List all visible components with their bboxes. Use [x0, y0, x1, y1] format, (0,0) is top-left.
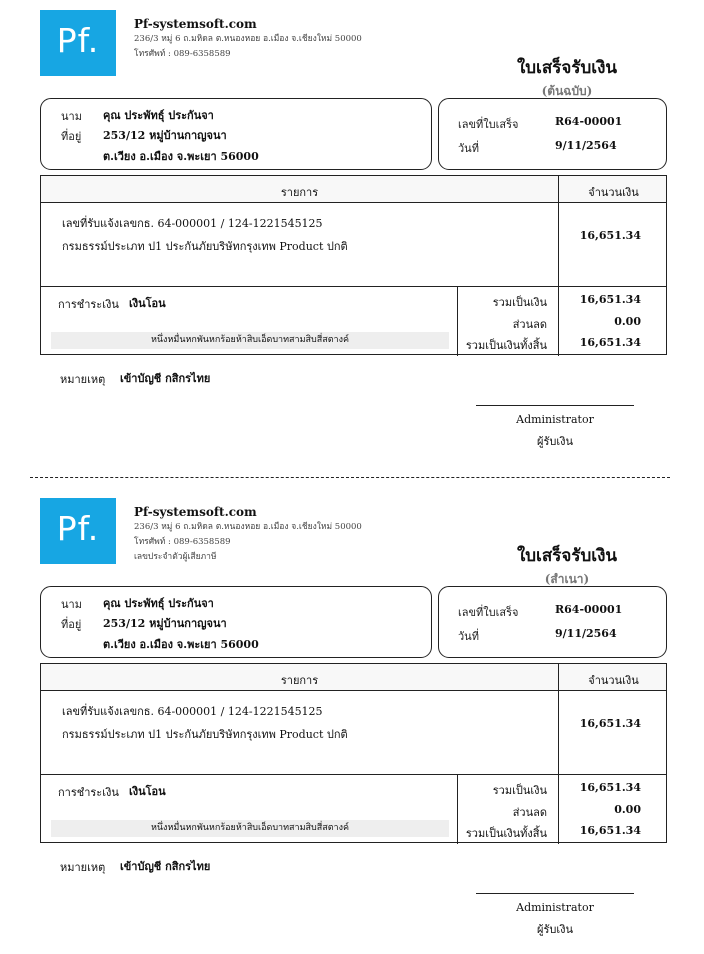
- payment-label: การชำระเงิน: [58, 298, 119, 311]
- customer-name-label: นาม: [61, 598, 82, 611]
- item-amount: 16,651.34: [579, 229, 641, 242]
- signature-role: ผู้รับเงิน: [537, 923, 573, 936]
- subtotal-value: 16,651.34: [579, 781, 641, 794]
- signature-name: Administrator: [516, 901, 594, 914]
- remark-value: เข้าบัญชี กสิกรไทย: [120, 372, 211, 385]
- subtotal-value: 16,651.34: [579, 293, 641, 306]
- remark-label: หมายเหตุ: [60, 373, 106, 386]
- payment-method: เงินโอน: [129, 297, 166, 310]
- grand-total-label: รวมเป็นเงินทั้งสิ้น: [465, 827, 547, 840]
- customer-box: [40, 98, 432, 170]
- receipt-date-label: วันที่: [458, 142, 479, 155]
- discount-label: ส่วนลด: [512, 806, 547, 819]
- company-logo: [40, 10, 116, 76]
- item-amount: 16,651.34: [579, 717, 641, 730]
- remark-label: หมายเหตุ: [60, 861, 106, 874]
- header-item: รายการ: [280, 674, 319, 687]
- grand-total-value: 16,651.34: [579, 336, 641, 349]
- company-phone: โทรศัพท์ : 089-6358589: [134, 537, 231, 547]
- discount-value: 0.00: [614, 315, 641, 328]
- header-amount: จำนวนเงิน: [588, 186, 639, 199]
- amount-in-words: หนึ่งหมื่นหกพันหกร้อยห้าสิบเอ็ดบาทสามสิบสี่สตางค์: [51, 332, 449, 349]
- payment-method: เงินโอน: [129, 785, 166, 798]
- header-item: รายการ: [280, 186, 319, 199]
- subtotal-label: รวมเป็นเงิน: [492, 296, 547, 309]
- customer-address-line1: 253/12 หมู่บ้านกาญจนา: [103, 617, 227, 630]
- customer-address-label: ที่อยู่: [61, 618, 82, 631]
- logo-text: Pf.: [56, 509, 100, 548]
- company-address: 236/3 หมู่ 6 ถ.มหิดล ต.หนองหอย อ.เมือง จ.เชียงใหม่ 50000: [134, 34, 362, 44]
- signature-role: ผู้รับเงิน: [537, 435, 573, 448]
- company-phone: โทรศัพท์ : 089-6358589: [134, 49, 231, 59]
- amount-in-words: หนึ่งหมื่นหกพันหกร้อยห้าสิบเอ็ดบาทสามสิบสี่สตางค์: [51, 820, 449, 837]
- item-line-2: กรมธรรม์ประเภท ป1 ประกันภัยบริษัทกรุงเทพ Product ปกติ: [62, 240, 348, 253]
- receipt-copy: [0, 488, 704, 954]
- doc-title-block: [517, 542, 617, 589]
- remark-value: เข้าบัญชี กสิกรไทย: [120, 860, 211, 873]
- grand-total-label: รวมเป็นเงินทั้งสิ้น: [465, 339, 547, 352]
- discount-value: 0.00: [614, 803, 641, 816]
- item-line-2: กรมธรรม์ประเภท ป1 ประกันภัยบริษัทกรุงเทพ Product ปกติ: [62, 728, 348, 741]
- company-info: [134, 505, 362, 565]
- receipt-date-label: วันที่: [458, 630, 479, 643]
- row-divider: [41, 774, 666, 775]
- customer-box: [40, 586, 432, 658]
- item-line-1: เลขที่รับแจ้งเลขกธ. 64-000001 / 124-1221545125: [62, 705, 323, 718]
- receipt-info-box: [438, 586, 667, 658]
- receipt-no-label: เลขที่ใบเสร็จ: [458, 606, 519, 619]
- copy-label: (ต้นฉบับ): [541, 84, 593, 98]
- customer-address-label: ที่อยู่: [61, 130, 82, 143]
- row-divider: [41, 286, 666, 287]
- receipt-no: R64-00001: [555, 603, 623, 616]
- receipt-original: [0, 0, 704, 470]
- company-name: Pf-systemsoft.com: [134, 505, 257, 519]
- customer-name-label: นาม: [61, 110, 82, 123]
- payment-label: การชำระเงิน: [58, 786, 119, 799]
- company-logo: [40, 498, 116, 564]
- receipt-no: R64-00001: [555, 115, 623, 128]
- customer-address-line2: ต.เวียง อ.เมือง จ.พะเยา 56000: [103, 150, 259, 163]
- item-line-1: เลขที่รับแจ้งเลขกธ. 64-000001 / 124-1221545125: [62, 217, 323, 230]
- company-address: 236/3 หมู่ 6 ถ.มหิดล ต.หนองหอย อ.เมือง จ.เชียงใหม่ 50000: [134, 522, 362, 532]
- logo-text: Pf.: [56, 21, 100, 60]
- discount-label: ส่วนลด: [512, 318, 547, 331]
- company-name: Pf-systemsoft.com: [134, 17, 257, 31]
- doc-title: ใบเสร็จรับเงิน: [516, 58, 617, 78]
- subtotal-label: รวมเป็นเงิน: [492, 784, 547, 797]
- signature-name: Administrator: [516, 413, 594, 426]
- header-amount: จำนวนเงิน: [588, 674, 639, 687]
- receipt-date: 9/11/2564: [555, 627, 617, 640]
- customer-name: คุณ ประพัทธ์ุ ประกันจา: [103, 597, 214, 610]
- receipt-date: 9/11/2564: [555, 139, 617, 152]
- signature-line: [476, 405, 634, 406]
- doc-title-block: [517, 54, 617, 101]
- customer-address-line1: 253/12 หมู่บ้านกาญจนา: [103, 129, 227, 142]
- customer-address-line2: ต.เวียง อ.เมือง จ.พะเยา 56000: [103, 638, 259, 651]
- company-tax-id-label: เลขประจำตัวผู้เสียภาษี: [134, 552, 217, 562]
- customer-name: คุณ ประพัทธ์ุ ประกันจา: [103, 109, 214, 122]
- receipt-info-box: [438, 98, 667, 170]
- cut-line: [30, 477, 670, 478]
- items-table: [40, 175, 667, 355]
- copy-label: (สำเนา): [544, 572, 590, 586]
- signature-line: [476, 893, 634, 894]
- company-info: [134, 17, 362, 62]
- items-table: [40, 663, 667, 843]
- doc-title: ใบเสร็จรับเงิน: [516, 546, 617, 566]
- receipt-no-label: เลขที่ใบเสร็จ: [458, 118, 519, 131]
- grand-total-value: 16,651.34: [579, 824, 641, 837]
